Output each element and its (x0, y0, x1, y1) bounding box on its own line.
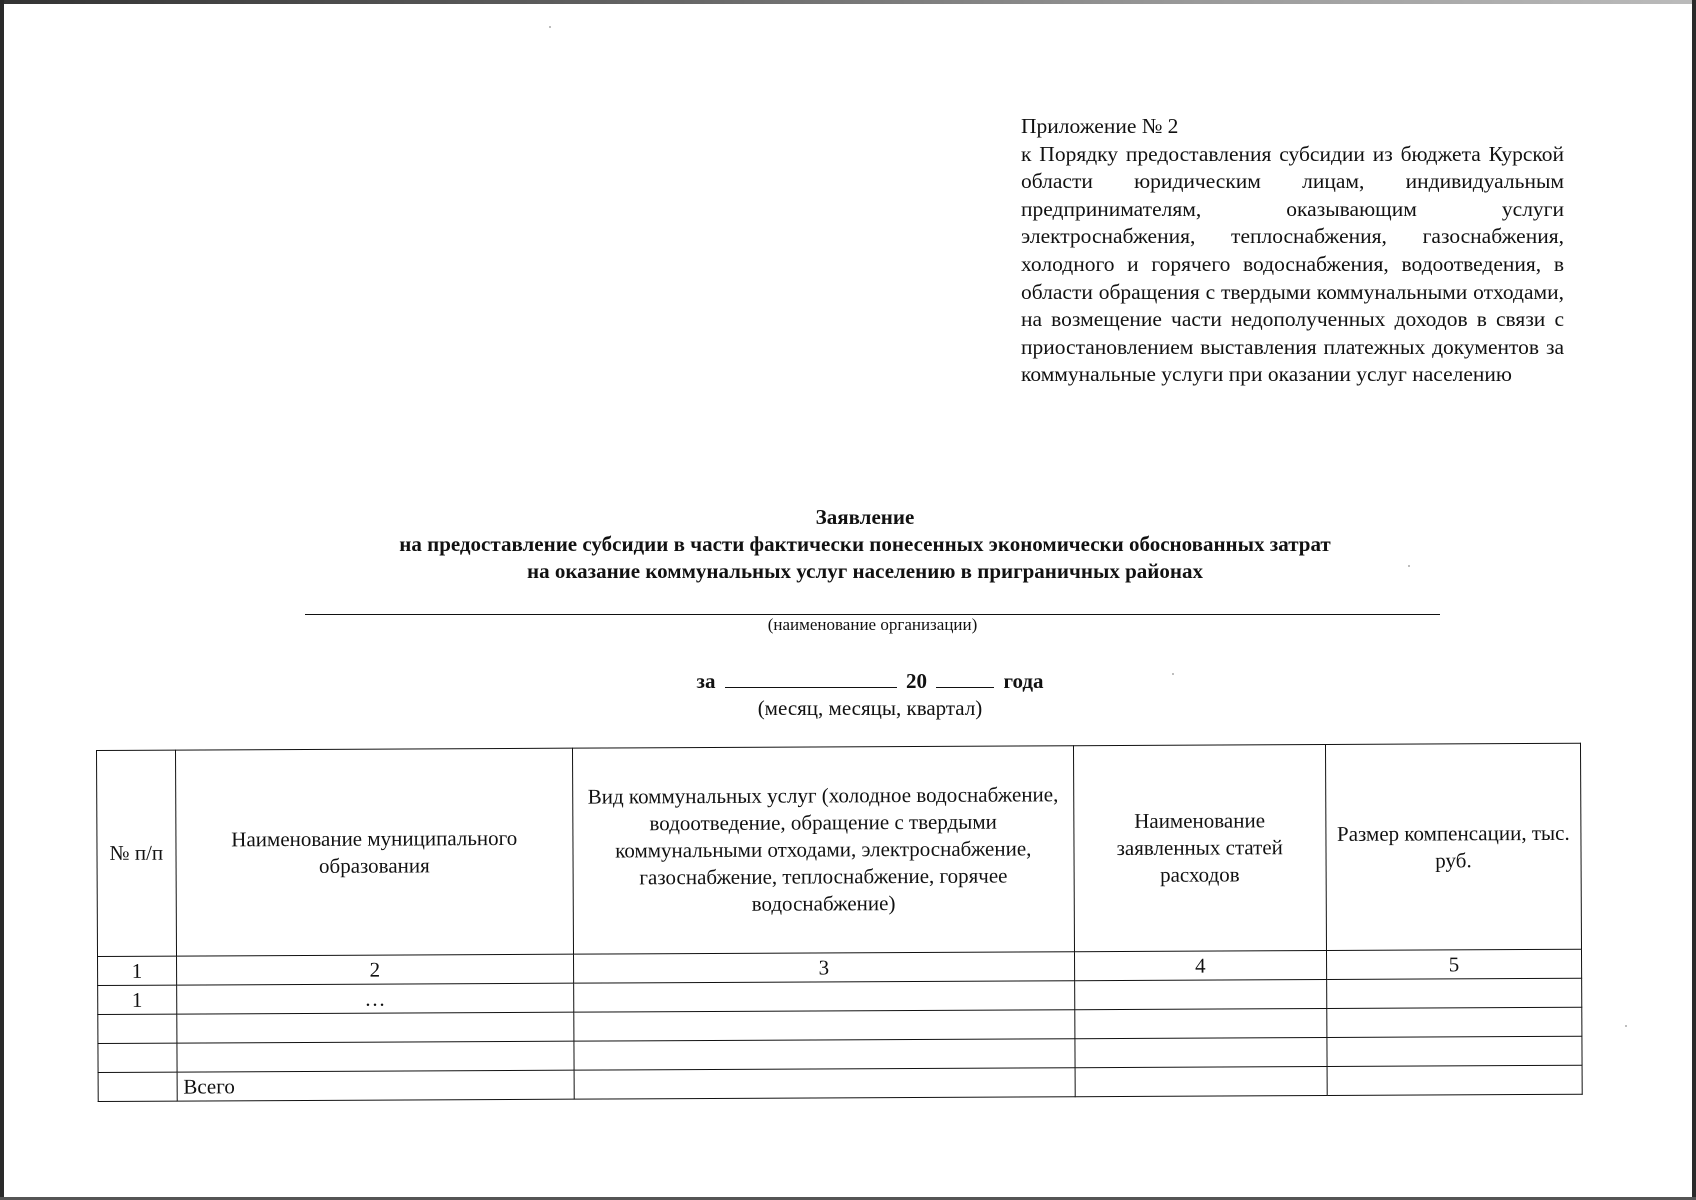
table-cell (574, 1039, 1075, 1070)
column-number: 4 (1074, 950, 1326, 980)
table-cell (1327, 1065, 1582, 1095)
column-number: 1 (98, 956, 177, 985)
column-number: 5 (1326, 949, 1581, 979)
table-cell (98, 1072, 177, 1101)
compensation-table (96, 743, 1583, 1102)
header-compensation: Размер компенсации, тыс. руб. (1325, 743, 1581, 950)
appendix-heading: Приложение № 2 (1021, 114, 1179, 138)
scan-edge-right (1692, 0, 1696, 1200)
table-cell (1075, 1066, 1327, 1096)
table-cell (1074, 979, 1326, 1009)
scan-speck (549, 26, 551, 28)
organization-caption: (наименование организации) (767, 615, 978, 634)
period-prefix: за (696, 669, 716, 693)
period-suffix: года (1003, 669, 1044, 693)
table-cell: … (176, 983, 573, 1014)
table-cell (176, 1012, 573, 1043)
scan-speck (1625, 1025, 1627, 1027)
scan-edge-left (0, 0, 4, 1200)
title-line-2: на предоставление субсидии в части фактически понесенных экономически обоснованных затрат (399, 532, 1331, 556)
total-label: Всего (177, 1070, 574, 1101)
period-caption: (месяц, месяцы, квартал) (757, 696, 983, 720)
scan-edge-top (0, 0, 1696, 4)
scan-speck (1408, 565, 1410, 567)
period-line (500, 667, 1240, 694)
column-number: 2 (176, 954, 573, 985)
table-cell (98, 1014, 177, 1043)
table-cell (1326, 978, 1581, 1008)
header-service-type: Вид коммунальных услуг (холодное водоснабжение, водоотведение, обращение с твердыми коммунальными отходами, электроснабжение, газоснабжение, теплоснабжение, горячее водоснабжение) (572, 746, 1074, 954)
title-line-1: Заявление (815, 505, 915, 529)
table-cell (1075, 1037, 1327, 1067)
table-header-row (97, 743, 1582, 956)
table-cell (574, 981, 1075, 1012)
table-total-row (98, 1065, 1582, 1101)
title-line-3: на оказание коммунальных услуг населению в приграничных районах (527, 559, 1203, 583)
header-expense-items: Наименование заявленных статей расходов (1073, 744, 1326, 951)
appendix-note (1021, 113, 1564, 389)
table-cell (177, 1041, 574, 1072)
document-title (300, 504, 1430, 585)
table-cell (574, 1010, 1075, 1041)
period-year-blank (936, 667, 994, 688)
header-number: № п/п (97, 750, 177, 956)
table-cell (1327, 1036, 1582, 1066)
scan-speck (1172, 673, 1174, 675)
header-municipality: Наименование муниципального образования (175, 748, 573, 956)
period-year-prefix: 20 (905, 669, 927, 693)
table-cell: 1 (98, 985, 177, 1014)
table-cell (574, 1068, 1075, 1099)
period-month-blank (725, 667, 897, 688)
column-number: 3 (573, 952, 1074, 983)
table-cell (1327, 1007, 1582, 1037)
table-cell (1074, 1008, 1326, 1038)
appendix-text: к Порядку предоставления субсидии из бюджета Курской области юридическим лицам, индивидуальным предпринимателям, оказывающим услуги электроснабжения, теплоснабжения, газоснабжения, холодного и горячего водоснабжения, водоотведения, в области обращения с твердыми коммунальными отходами, на возмещение части недополученных доходов в связи с приостановлением выставления платежных документов за коммунальные услуги при оказании услуг населению (1021, 141, 1564, 387)
table-cell (98, 1043, 177, 1072)
